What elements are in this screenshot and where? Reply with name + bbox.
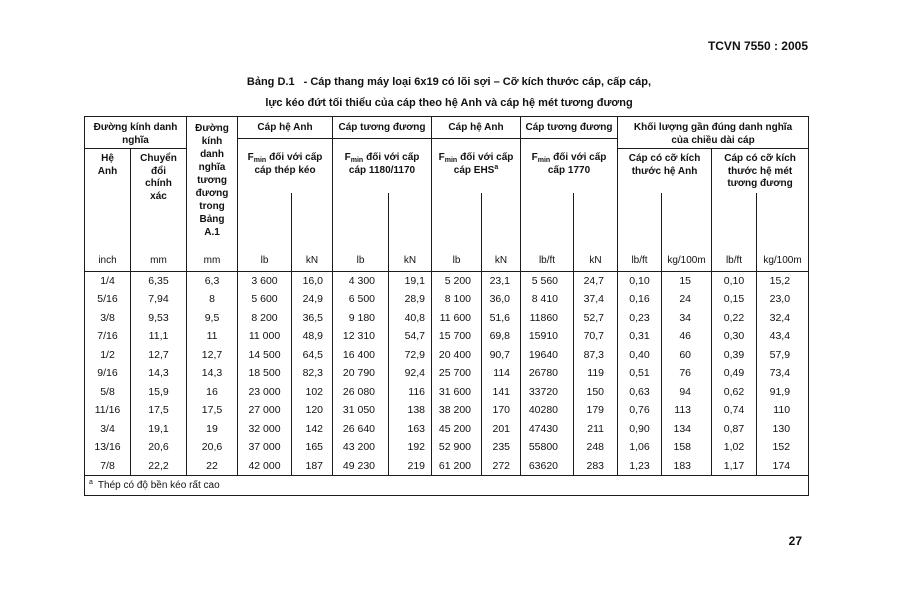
- unit-cell: lb/ft: [521, 251, 574, 272]
- table-cell: 11860: [521, 309, 574, 328]
- table-cell: 9,53: [131, 309, 187, 328]
- table-cell: 235: [482, 438, 521, 457]
- table-cell: 69,8: [482, 327, 521, 346]
- table-cell: 3/4: [85, 420, 131, 439]
- table-cell: 9,5: [187, 309, 238, 328]
- table-cell: 26 640: [333, 420, 389, 439]
- table-cell: 8 100: [432, 290, 482, 309]
- table-cell: 51,6: [482, 309, 521, 328]
- table-cell: 46: [662, 327, 712, 346]
- table-cell: 141: [482, 383, 521, 402]
- header-group-equivalent-2: [521, 117, 618, 139]
- table-cell: 15 700: [432, 327, 482, 346]
- unit-cell: mm: [187, 251, 238, 272]
- table-cell: 55800: [521, 438, 574, 457]
- table-cell: 0,22: [712, 309, 757, 328]
- unit-cell: lb/ft: [618, 251, 662, 272]
- table-cell: 36,5: [292, 309, 333, 328]
- table-caption: [0, 72, 898, 114]
- footnote-reference-mark: a: [494, 163, 499, 171]
- table-cell: 40,8: [389, 309, 432, 328]
- table-cell: 63620: [521, 457, 574, 476]
- table-cell: 110: [757, 401, 809, 420]
- table-cell: 142: [292, 420, 333, 439]
- header-fmin-1180-1170: [333, 139, 432, 193]
- header-spacer-cell: [574, 193, 618, 251]
- fmin-symbol: F: [531, 152, 538, 163]
- table-cell: 27 000: [238, 401, 292, 420]
- table-cell: 0,10: [712, 271, 757, 290]
- table-cell: 31 050: [333, 401, 389, 420]
- footnote-mark: a: [89, 478, 93, 486]
- header-spacer-cell: [662, 193, 712, 251]
- table-cell: 28,9: [389, 290, 432, 309]
- header-fmin-ehs: [432, 139, 521, 193]
- header-row-1: [85, 117, 809, 139]
- table-cell: 37 000: [238, 438, 292, 457]
- fmin-subscript: min: [537, 157, 551, 164]
- table-cell: 158: [662, 438, 712, 457]
- header-spacer-cell: [618, 193, 662, 251]
- table-cell: 26780: [521, 364, 574, 383]
- table-cell: 3/8: [85, 309, 131, 328]
- header-fmin-1770: [521, 139, 618, 193]
- table-cell: 15,2: [757, 271, 809, 290]
- table-cell: 16,0: [292, 271, 333, 290]
- header-exact-conversion-label: Chuyển đổi chính xác: [140, 153, 177, 202]
- table-cell: 17,5: [131, 401, 187, 420]
- table-header: [85, 117, 809, 272]
- header-spacer-cell: [238, 193, 292, 251]
- table-cell: 24,7: [574, 271, 618, 290]
- table-cell: 165: [292, 438, 333, 457]
- unit-cell: inch: [85, 251, 131, 272]
- table-cell: 15910: [521, 327, 574, 346]
- table-cell: 23,1: [482, 271, 521, 290]
- header-spacer-cell: [482, 193, 521, 251]
- unit-cell: kN: [482, 251, 521, 272]
- caption-label: Bảng D.1: [246, 76, 295, 88]
- header-group-equivalent-1-label: Cáp tương đương: [338, 122, 426, 133]
- table-cell: 138: [389, 401, 432, 420]
- table-cell: 0,87: [712, 420, 757, 439]
- header-group-imperial-2: [432, 117, 521, 139]
- table-cell: 102: [292, 383, 333, 402]
- table-cell: 61 200: [432, 457, 482, 476]
- table-cell: 0,10: [618, 271, 662, 290]
- page-number: 27: [788, 534, 802, 548]
- standard-code: TCVN 7550 : 2005: [707, 39, 808, 53]
- table-cell: 0,63: [618, 383, 662, 402]
- table-cell: 60: [662, 346, 712, 365]
- unit-cell: lb/ft: [712, 251, 757, 272]
- table-cell: 5/8: [85, 383, 131, 402]
- table-row: [85, 346, 809, 365]
- table-cell: 90,7: [482, 346, 521, 365]
- table-cell: 192: [389, 438, 432, 457]
- table-cell: 170: [482, 401, 521, 420]
- table-cell: 12 310: [333, 327, 389, 346]
- unit-cell: lb: [238, 251, 292, 272]
- table-cell: 5 200: [432, 271, 482, 290]
- table-cell: 52 900: [432, 438, 482, 457]
- table-cell: 1,06: [618, 438, 662, 457]
- table-cell: 5 600: [238, 290, 292, 309]
- table-row: [85, 271, 809, 290]
- header-mass-metric: [712, 149, 809, 193]
- table-cell: 11: [187, 327, 238, 346]
- unit-cell: kN: [292, 251, 333, 272]
- fmin-symbol: F: [247, 152, 254, 163]
- fmin-subscript: min: [444, 157, 458, 164]
- table-cell: 49 230: [333, 457, 389, 476]
- header-mass-imperial-label: Cáp có cỡ kích thước hệ Anh: [628, 153, 701, 177]
- fmin-symbol: F: [344, 152, 351, 163]
- table-cell: 31 600: [432, 383, 482, 402]
- table-row: [85, 309, 809, 328]
- table-row: [85, 290, 809, 309]
- table-cell: 8 200: [238, 309, 292, 328]
- table-cell: 248: [574, 438, 618, 457]
- table-cell: 70,7: [574, 327, 618, 346]
- fmin-text: đối với cấp cấp 1770: [547, 152, 607, 176]
- table-row: [85, 438, 809, 457]
- table-footer: [85, 476, 809, 496]
- table-cell: 22: [187, 457, 238, 476]
- table-cell: 47430: [521, 420, 574, 439]
- fmin-text: đối với cấp cáp EHS: [453, 152, 514, 176]
- table-cell: 34: [662, 309, 712, 328]
- header-mass-imperial: [618, 149, 712, 193]
- table-cell: 11 000: [238, 327, 292, 346]
- table-cell: 152: [757, 438, 809, 457]
- table-cell: 1/4: [85, 271, 131, 290]
- table-cell: 130: [757, 420, 809, 439]
- table-cell: 7/16: [85, 327, 131, 346]
- table-cell: 8: [187, 290, 238, 309]
- header-group-equivalent-1: [333, 117, 432, 139]
- table-cell: 24,9: [292, 290, 333, 309]
- table-cell: 15,9: [131, 383, 187, 402]
- table-cell: 43 200: [333, 438, 389, 457]
- table-cell: 0,76: [618, 401, 662, 420]
- table-cell: 183: [662, 457, 712, 476]
- table-cell: 32 000: [238, 420, 292, 439]
- header-mass-group-label: Khối lượng gần đúng danh nghĩa của chiều dài cáp: [633, 122, 793, 146]
- table-cell: 0,74: [712, 401, 757, 420]
- table-cell: 114: [482, 364, 521, 383]
- table-cell: 23 000: [238, 383, 292, 402]
- table-cell: 5/16: [85, 290, 131, 309]
- table-cell: 20 790: [333, 364, 389, 383]
- table-cell: 52,7: [574, 309, 618, 328]
- table-cell: 45 200: [432, 420, 482, 439]
- table-cell: 0,30: [712, 327, 757, 346]
- header-group-imperial-1: [238, 117, 333, 139]
- table-cell: 0,15: [712, 290, 757, 309]
- table-cell: 20 400: [432, 346, 482, 365]
- table-row: [85, 401, 809, 420]
- table-cell: 116: [389, 383, 432, 402]
- table-cell: 179: [574, 401, 618, 420]
- header-imperial-label: Hệ Anh: [97, 153, 118, 177]
- unit-cell: kN: [574, 251, 618, 272]
- unit-cell: lb: [432, 251, 482, 272]
- header-spacer-cell: [757, 193, 809, 251]
- table-cell: 17,5: [187, 401, 238, 420]
- table-cell: 7,94: [131, 290, 187, 309]
- header-group-imperial-2-label: Cáp hệ Anh: [448, 122, 504, 133]
- table-cell: 9/16: [85, 364, 131, 383]
- table-cell: 94: [662, 383, 712, 402]
- table-cell: 13/16: [85, 438, 131, 457]
- table-cell: 6,35: [131, 271, 187, 290]
- table-cell: 0,39: [712, 346, 757, 365]
- table-cell: 72,9: [389, 346, 432, 365]
- table-cell: 219: [389, 457, 432, 476]
- table-cell: 174: [757, 457, 809, 476]
- unit-cell: mm: [131, 251, 187, 272]
- table-cell: 42 000: [238, 457, 292, 476]
- table-cell: 1,02: [712, 438, 757, 457]
- header-group-equivalent-2-label: Cáp tương đương: [525, 122, 613, 133]
- header-group-imperial-1-label: Cáp hệ Anh: [257, 122, 313, 133]
- header-spacer-cell: [521, 193, 574, 251]
- table-cell: 11/16: [85, 401, 131, 420]
- table-cell: 0,31: [618, 327, 662, 346]
- table-cell: 82,3: [292, 364, 333, 383]
- table-cell: 33720: [521, 383, 574, 402]
- table-cell: 14,3: [131, 364, 187, 383]
- table-cell: 16: [187, 383, 238, 402]
- table-cell: 22,2: [131, 457, 187, 476]
- table-cell: 0,62: [712, 383, 757, 402]
- table-cell: 7/8: [85, 457, 131, 476]
- fmin-symbol: F: [438, 152, 445, 163]
- table-cell: 14 500: [238, 346, 292, 365]
- table-cell: 211: [574, 420, 618, 439]
- table-cell: 120: [292, 401, 333, 420]
- fmin-text: đối với cấp cáp thép kéo: [254, 152, 323, 176]
- table-cell: 5 560: [521, 271, 574, 290]
- table-cell: 57,9: [757, 346, 809, 365]
- header-exact-conversion: [131, 149, 187, 251]
- fmin-subscript: min: [350, 157, 364, 164]
- table-cell: 20,6: [131, 438, 187, 457]
- unit-cell: kg/100m: [757, 251, 809, 272]
- header-spacer-cell: [389, 193, 432, 251]
- table-cell: 54,7: [389, 327, 432, 346]
- unit-cell: lb: [333, 251, 389, 272]
- table-row: [85, 457, 809, 476]
- header-imperial: [85, 149, 131, 251]
- table-cell: 64,5: [292, 346, 333, 365]
- table-cell: 6,3: [187, 271, 238, 290]
- header-spacer-cell: [432, 193, 482, 251]
- table-cell: 19: [187, 420, 238, 439]
- fmin-text: đối với cấp cáp 1180/1170: [348, 152, 420, 176]
- table-cell: 19,1: [389, 271, 432, 290]
- table-cell: 20,6: [187, 438, 238, 457]
- table-cell: 23,0: [757, 290, 809, 309]
- table-cell: 1,17: [712, 457, 757, 476]
- table-cell: 76: [662, 364, 712, 383]
- table-cell: 92,4: [389, 364, 432, 383]
- table-cell: 0,51: [618, 364, 662, 383]
- fmin-subscript: min: [253, 157, 267, 164]
- table-cell: 91,9: [757, 383, 809, 402]
- table-cell: 11,1: [131, 327, 187, 346]
- unit-cell: kN: [389, 251, 432, 272]
- table-cell: 40280: [521, 401, 574, 420]
- table-cell: 201: [482, 420, 521, 439]
- table-cell: 43,4: [757, 327, 809, 346]
- table-cell: 0,49: [712, 364, 757, 383]
- unit-cell: kg/100m: [662, 251, 712, 272]
- table-cell: 15: [662, 271, 712, 290]
- table-cell: 8 410: [521, 290, 574, 309]
- header-spacer-cell: [292, 193, 333, 251]
- table-cell: 18 500: [238, 364, 292, 383]
- header-fmin-steel-traction: [238, 139, 333, 193]
- table-cell: 0,40: [618, 346, 662, 365]
- table-cell: 26 080: [333, 383, 389, 402]
- header-spacer-cell: [333, 193, 389, 251]
- table-cell: 150: [574, 383, 618, 402]
- header-equivalent-diameter-label: Đường kính danh nghĩa tương đương trong Bảng A.1: [195, 123, 229, 238]
- table-cell: 14,3: [187, 364, 238, 383]
- units-row: [85, 251, 809, 272]
- footnote-text: Thép có độ bền kéo rất cao: [97, 479, 220, 491]
- table-cell: 113: [662, 401, 712, 420]
- cable-table: [84, 116, 809, 496]
- table-cell: 0,23: [618, 309, 662, 328]
- table-cell: 19,1: [131, 420, 187, 439]
- table-cell: 163: [389, 420, 432, 439]
- table-row: [85, 327, 809, 346]
- table-cell: 0,16: [618, 290, 662, 309]
- table-cell: 134: [662, 420, 712, 439]
- table-cell: 37,4: [574, 290, 618, 309]
- table-cell: 38 200: [432, 401, 482, 420]
- header-spacer-cell: [712, 193, 757, 251]
- table-cell: 19640: [521, 346, 574, 365]
- table-row: [85, 383, 809, 402]
- table-cell: 119: [574, 364, 618, 383]
- table-cell: 73,4: [757, 364, 809, 383]
- table-cell: 272: [482, 457, 521, 476]
- table-cell: 1/2: [85, 346, 131, 365]
- caption-line-2: lực kéo đứt tối thiểu của cáp theo hệ Anh và cáp hệ mét tương đương: [265, 97, 633, 109]
- table-cell: 0,90: [618, 420, 662, 439]
- table-cell: 12,7: [131, 346, 187, 365]
- table-cell: 4 300: [333, 271, 389, 290]
- footnote-row: [85, 476, 809, 496]
- table-body: [85, 271, 809, 476]
- header-nominal-diameter-label: Đường kính danh nghĩa: [93, 122, 178, 146]
- header-mass-group: [618, 117, 809, 149]
- footnote: [85, 476, 809, 496]
- table-cell: 87,3: [574, 346, 618, 365]
- table-cell: 36,0: [482, 290, 521, 309]
- header-equivalent-diameter: [187, 117, 238, 251]
- table-cell: 25 700: [432, 364, 482, 383]
- table-cell: 48,9: [292, 327, 333, 346]
- table-cell: 6 500: [333, 290, 389, 309]
- table-row: [85, 420, 809, 439]
- caption-text-1: - Cáp thang máy loại 6x19 có lõi sợi – Cỡ kích thước cáp, cấp cáp,: [303, 76, 652, 88]
- table-cell: 1,23: [618, 457, 662, 476]
- header-nominal-diameter: [85, 117, 187, 149]
- table-cell: 12,7: [187, 346, 238, 365]
- table-cell: 24: [662, 290, 712, 309]
- table-row: [85, 364, 809, 383]
- table-cell: 32,4: [757, 309, 809, 328]
- table-cell: 11 600: [432, 309, 482, 328]
- header-mass-metric-label: Cáp có cỡ kích thước hệ mét tương đương: [724, 153, 796, 189]
- table-cell: 16 400: [333, 346, 389, 365]
- table-cell: 9 180: [333, 309, 389, 328]
- table-cell: 3 600: [238, 271, 292, 290]
- table-cell: 187: [292, 457, 333, 476]
- table-cell: 283: [574, 457, 618, 476]
- caption-line-1: [0, 72, 898, 93]
